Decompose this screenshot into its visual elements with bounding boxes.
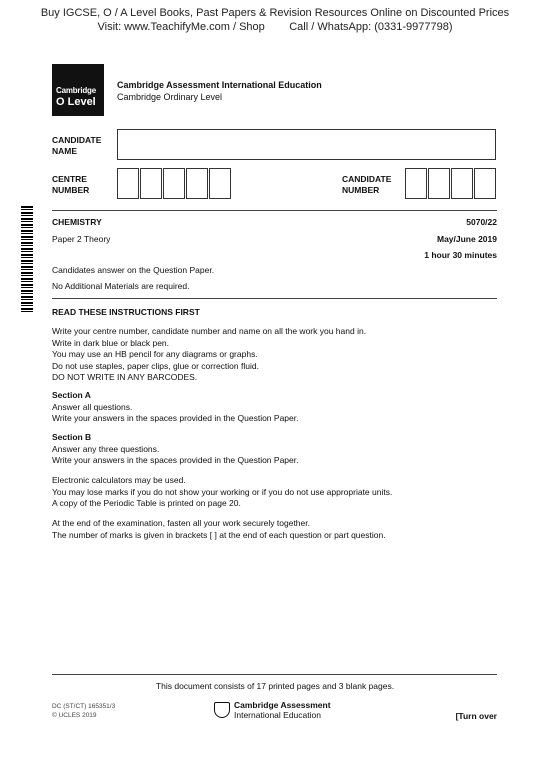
divider: [52, 210, 497, 211]
instruction-line: The number of marks is given in brackets [ ] at the end of each question or part question.: [52, 529, 386, 540]
cambridge-assessment-logo: [214, 700, 331, 720]
organisation-block: [117, 79, 322, 103]
materials-note: No Additional Materials are required.: [52, 281, 190, 291]
digit-box[interactable]: [117, 168, 139, 199]
digit-box[interactable]: [451, 168, 473, 199]
section-a-title: Section A: [52, 390, 91, 400]
turn-over: [Turn over: [455, 711, 497, 721]
digit-box[interactable]: [209, 168, 231, 199]
promo-banner: [0, 6, 550, 34]
footer-logo-line-2: International Education: [234, 710, 321, 720]
subject: CHEMISTRY: [52, 217, 102, 227]
copyright: © UCLES 2019: [52, 712, 97, 719]
label-line: CANDIDATE: [52, 135, 102, 145]
page-count: This document consists of 17 printed pages and 3 blank pages.: [155, 681, 395, 691]
candidate-number-label: [342, 174, 391, 196]
footer-logo-line-1: Cambridge Assessment: [234, 700, 331, 710]
instruction-line: A copy of the Periodic Table is printed on page 20.: [52, 498, 241, 508]
organisation-name: Cambridge Assessment International Education: [117, 80, 322, 90]
end-notes: [52, 518, 502, 541]
section-b-title: Section B: [52, 432, 92, 442]
organisation-sub: Cambridge Ordinary Level: [117, 92, 223, 102]
digit-box[interactable]: [140, 168, 162, 199]
paper-code: 5070/22: [466, 217, 497, 227]
barcode: [21, 206, 33, 312]
divider: [52, 674, 497, 675]
banner-line-2: Visit: www.TeachifyMe.com / Shop Call / WhatsApp: (0331-9977798): [97, 21, 453, 33]
digit-box[interactable]: [186, 168, 208, 199]
instructions-heading: READ THESE INSTRUCTIONS FIRST: [52, 307, 200, 317]
cambridge-o-level-logo: [52, 64, 104, 116]
instruction-line: Electronic calculators may be used.: [52, 475, 186, 485]
instruction-line: Write in dark blue or black pen.: [52, 337, 170, 348]
instruction-line: You may use an HB pencil for any diagrams or graphs.: [52, 349, 258, 359]
candidate-name-label: [52, 135, 101, 157]
general-instructions: [52, 326, 502, 384]
divider: [52, 298, 497, 299]
centre-number-field[interactable]: [117, 168, 232, 199]
label-line: CENTRE: [52, 174, 87, 184]
candidate-number-field[interactable]: [405, 168, 497, 199]
calculator-notes: [52, 475, 502, 510]
section-a: [52, 390, 502, 425]
label-line: NAME: [52, 146, 78, 156]
instruction-line: Answer all questions.: [52, 401, 133, 412]
digit-box[interactable]: [474, 168, 496, 199]
document-ref: DC (ST/CT) 165351/3: [52, 703, 116, 710]
instruction-line: At the end of the examination, fasten all your work securely together.: [52, 518, 310, 528]
instruction-line: Write your centre number, candidate number and name on all the work you hand in.: [52, 326, 367, 336]
digit-box[interactable]: [405, 168, 427, 199]
label-line: NUMBER: [52, 185, 90, 195]
banner-line-1: Buy IGCSE, O / A Level Books, Past Papers & Revision Resources Online on Discounted Prices: [40, 7, 510, 19]
label-line: NUMBER: [342, 185, 380, 195]
crest-icon: [214, 702, 230, 718]
centre-number-label: [52, 174, 89, 196]
footer-reference: [52, 702, 115, 720]
digit-box[interactable]: [163, 168, 185, 199]
logo-line-1: Cambridge: [56, 86, 96, 95]
candidate-name-field[interactable]: [117, 129, 496, 160]
exam-duration: 1 hour 30 minutes: [424, 250, 497, 260]
instruction-line: You may lose marks if you do not show your working or if you do not use appropriate units.: [52, 486, 393, 497]
paper-title: Paper 2 Theory: [52, 234, 111, 244]
instruction-line: Answer any three questions.: [52, 443, 160, 454]
digit-box[interactable]: [428, 168, 450, 199]
label-line: CANDIDATE: [342, 174, 392, 184]
instruction-line: Write your answers in the spaces provided in the Question Paper.: [52, 455, 299, 465]
answer-note: Candidates answer on the Question Paper.: [52, 265, 215, 275]
instruction-line: Write your answers in the spaces provided in the Question Paper.: [52, 413, 299, 423]
instruction-line: Do not use staples, paper clips, glue or correction fluid.: [52, 360, 259, 371]
section-b: [52, 432, 502, 467]
instruction-line: DO NOT WRITE IN ANY BARCODES.: [52, 372, 198, 382]
logo-line-2: O Level: [56, 96, 96, 108]
exam-session: May/June 2019: [436, 234, 497, 244]
